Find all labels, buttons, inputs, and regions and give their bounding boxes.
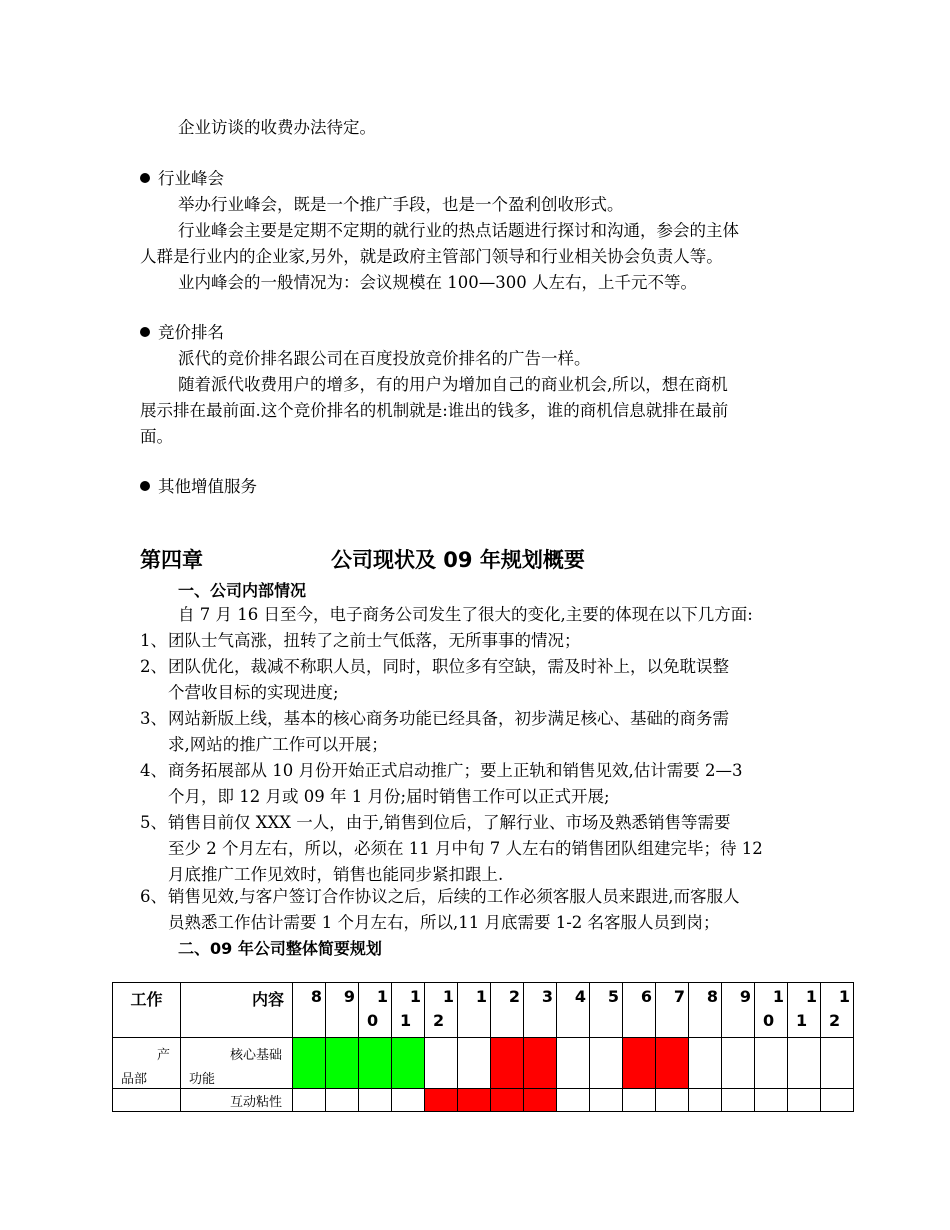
header-month: [293, 983, 326, 1038]
month-digit: 6: [640, 987, 652, 1006]
paragraph: 随着派代收费用户的增多，有的用户为增加自己的商业机会,所以，想在商机: [178, 375, 728, 394]
paragraph: 业内峰会的一般情况为：会议规模在 100—300 人左右，上千元不等。: [178, 273, 697, 292]
schedule-cell: [524, 1089, 557, 1112]
header-month: [458, 983, 491, 1038]
header-month: [557, 983, 590, 1038]
month-digit: 5: [607, 987, 619, 1006]
schedule-cell: [326, 1038, 359, 1089]
header-month: [689, 983, 722, 1038]
schedule-cell: [392, 1038, 425, 1089]
month-digit: 2: [508, 987, 520, 1006]
month-digit: 1: [409, 987, 421, 1006]
month-digit: 1: [442, 987, 454, 1006]
cell-text: 功能: [189, 1072, 216, 1087]
month-digit: 1: [475, 987, 487, 1006]
bullet-text: 行业峰会: [158, 169, 224, 188]
table-row: [113, 1038, 854, 1089]
month-digit: 7: [673, 987, 685, 1006]
chapter-label: 第四章: [140, 548, 203, 572]
list-text: [140, 810, 820, 888]
schedule-cell: [524, 1038, 557, 1089]
list-text-line: 个营收目标的实现进度;: [168, 683, 339, 702]
cell-work: [113, 1038, 181, 1089]
chapter-title: [140, 544, 585, 574]
bullet-icon: [140, 173, 150, 183]
plan-table: [112, 982, 854, 1112]
list-item: [140, 654, 820, 706]
list-text: [140, 654, 820, 706]
header-month: [656, 983, 689, 1038]
list-text-line: 网站新版上线，基本的核心商务功能已经具备，初步满足核心、基础的商务需: [168, 709, 729, 728]
month-digit: 0: [367, 1011, 379, 1030]
schedule-cell: [755, 1038, 788, 1089]
header-month: [722, 983, 755, 1038]
schedule-cell: [623, 1038, 656, 1089]
month-digit: 4: [574, 987, 586, 1006]
chapter-heading: 公司现状及 09 年规划概要: [331, 548, 585, 572]
month-digit: 1: [400, 1011, 412, 1030]
bullet-heading-summit: [140, 166, 224, 192]
cell-text: 品部: [121, 1072, 148, 1087]
header-month: [392, 983, 425, 1038]
schedule-cell: [590, 1089, 623, 1112]
schedule-cell: [326, 1089, 359, 1112]
schedule-cell: [359, 1038, 392, 1089]
schedule-cell: [590, 1038, 623, 1089]
cell-content: 互动粘性: [181, 1089, 293, 1112]
list-text: [140, 884, 820, 936]
schedule-cell: [689, 1038, 722, 1089]
paragraph: 人群是行业内的企业家,另外，就是政府主管部门领导和行业相关协会负责人等。: [140, 247, 723, 266]
list-text-line: 个月，即 12 月或 09 年 1 月份;届时销售工作可以正式开展;: [168, 787, 610, 806]
paragraph: 举办行业峰会，既是一个推广手段，也是一个盈利创收形式。: [178, 195, 624, 214]
list-number: 6、: [140, 887, 167, 906]
bullet-icon: [140, 327, 150, 337]
schedule-cell: [491, 1089, 524, 1112]
section-heading: 二、09 年公司整体简要规划: [178, 939, 382, 958]
month-digit: 1: [772, 987, 784, 1006]
list-text: [140, 628, 820, 654]
list-text-line: 月底推广工作见效时，销售也能同步紧扣跟上.: [168, 865, 504, 884]
schedule-cell: [458, 1038, 491, 1089]
list-text-line: 团队士气高涨，扭转了之前士气低落，无所事事的情况；: [168, 631, 581, 650]
schedule-cell: [293, 1038, 326, 1089]
header-month: [623, 983, 656, 1038]
list-text-line: 团队优化，裁减不称职人员，同时，职位多有空缺，需及时补上，以免耽误整: [168, 657, 729, 676]
header-month: [590, 983, 623, 1038]
header-month: [491, 983, 524, 1038]
header-month: [524, 983, 557, 1038]
schedule-cell: [689, 1089, 722, 1112]
table-row: [113, 1089, 854, 1112]
schedule-cell: [755, 1089, 788, 1112]
table-header-row: [113, 983, 854, 1038]
list-number: 1、: [140, 631, 167, 650]
paragraph: 展示排在最前面.这个竞价排名的机制就是:谁出的钱多，谁的商机信息就排在最前: [140, 401, 729, 420]
header-work: 工作: [113, 983, 181, 1038]
list-text-line: 至少 2 个月左右，所以，必须在 11 月中旬 7 人左右的销售团队组建完毕；待 12: [168, 839, 763, 858]
paragraph: 企业访谈的收费办法待定。: [178, 118, 376, 137]
list-text-line: 求,网站的推广工作可以开展；: [168, 735, 388, 754]
header-month: [359, 983, 392, 1038]
paragraph: 派代的竞价排名跟公司在百度投放竞价排名的广告一样。: [178, 349, 591, 368]
cell-text: 产: [156, 1048, 170, 1063]
month-digit: 1: [805, 987, 817, 1006]
month-digit: 2: [433, 1011, 445, 1030]
list-number: 2、: [140, 657, 167, 676]
section-heading: 一、公司内部情况: [178, 581, 307, 600]
month-digit: 1: [838, 987, 850, 1006]
schedule-cell: [623, 1089, 656, 1112]
schedule-cell: [359, 1089, 392, 1112]
header-month: [326, 983, 359, 1038]
header-month: [755, 983, 788, 1038]
cell-work: [113, 1089, 181, 1112]
header-month: [821, 983, 854, 1038]
month-digit: 0: [763, 1011, 775, 1030]
bullet-heading-bidding: [140, 320, 224, 346]
month-digit: 8: [706, 987, 718, 1006]
list-item: [140, 884, 820, 936]
schedule-cell: [821, 1089, 854, 1112]
list-number: 4、: [140, 761, 167, 780]
paragraph: 自 7 月 16 日至今，电子商务公司发生了很大的变化,主要的体现在以下几方面:: [178, 605, 753, 624]
schedule-cell: [722, 1089, 755, 1112]
list-text: [140, 706, 820, 758]
list-text: [140, 758, 820, 810]
bullet-heading-other: [140, 474, 257, 500]
schedule-cell: [491, 1038, 524, 1089]
month-digit: 2: [829, 1011, 841, 1030]
list-number: 5、: [140, 813, 167, 832]
list-text-line: 销售目前仅 XXX 一人，由于,销售到位后，了解行业、市场及熟悉销售等需要: [168, 813, 731, 832]
schedule-cell: [392, 1089, 425, 1112]
schedule-cell: [557, 1038, 590, 1089]
month-digit: 1: [376, 987, 388, 1006]
schedule-cell: [425, 1038, 458, 1089]
month-digit: 9: [343, 987, 355, 1006]
list-text-line: 员熟悉工作估计需要 1 个月左右，所以,11 月底需要 1-2 名客服人员到岗；: [168, 913, 720, 932]
paragraph: 面。: [140, 427, 173, 446]
schedule-cell: [788, 1038, 821, 1089]
header-content: 内容: [181, 983, 293, 1038]
bullet-text: 其他增值服务: [158, 477, 257, 496]
month-digit: 1: [796, 1011, 808, 1030]
list-item: [140, 810, 820, 888]
schedule-cell: [458, 1089, 491, 1112]
cell-text: 核心基础: [229, 1048, 282, 1063]
schedule-cell: [557, 1089, 590, 1112]
list-text-line: 销售见效,与客户签订合作协议之后，后续的工作必须客服人员来跟进,而客服人: [168, 887, 740, 906]
list-item: [140, 628, 820, 654]
month-digit: 9: [739, 987, 751, 1006]
paragraph: 行业峰会主要是定期不定期的就行业的热点话题进行探讨和沟通，参会的主体: [178, 221, 739, 240]
schedule-cell: [788, 1089, 821, 1112]
list-number: 3、: [140, 709, 167, 728]
schedule-cell: [656, 1038, 689, 1089]
schedule-cell: [722, 1038, 755, 1089]
month-digit: 3: [541, 987, 553, 1006]
schedule-cell: [293, 1089, 326, 1112]
schedule-cell: [821, 1038, 854, 1089]
list-item: [140, 758, 820, 810]
header-month: [788, 983, 821, 1038]
schedule-cell: [425, 1089, 458, 1112]
list-text-line: 商务拓展部从 10 月份开始正式启动推广；要上正轨和销售见效,估计需要 2—3: [168, 761, 743, 780]
bullet-text: 竞价排名: [158, 323, 224, 342]
header-month: [425, 983, 458, 1038]
list-item: [140, 706, 820, 758]
bullet-icon: [140, 481, 150, 491]
schedule-cell: [656, 1089, 689, 1112]
cell-content: [181, 1038, 293, 1089]
month-digit: 8: [310, 987, 322, 1006]
